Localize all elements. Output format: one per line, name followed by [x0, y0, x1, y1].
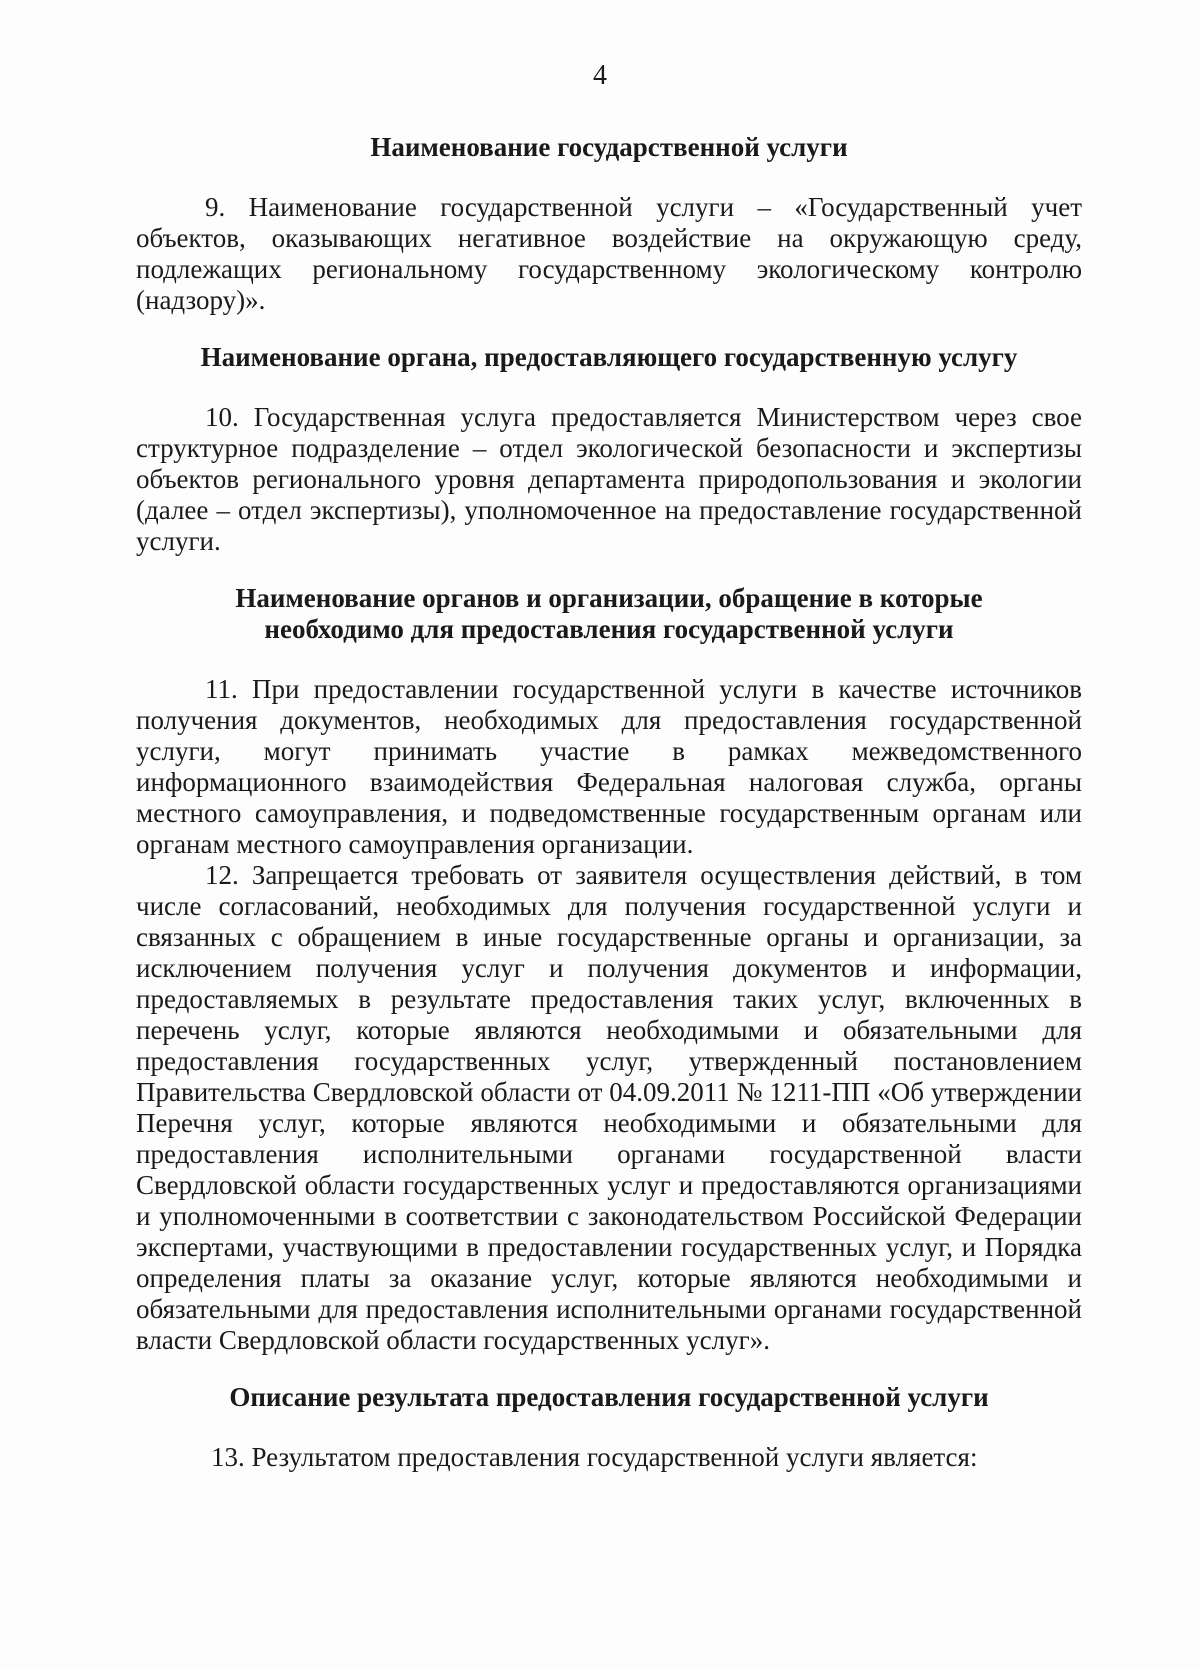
section-heading-service-name	[136, 132, 1082, 163]
paragraph-11: 11. При предоставлении государственной услуги в качестве источников получения документов, необходимых для предоставления государственной услуги, могут принимать участие в рамках межведомственного информационного взаимодействия Федеральная налоговая служба, органы местного самоуправления, и подведомственные государственным органам или органам местного самоуправления организации.	[136, 674, 1082, 859]
heading-line: Наименование органа, предоставляющего государственную услугу	[200, 342, 1018, 372]
spacer	[136, 1356, 1082, 1382]
section-heading-authority	[136, 342, 1082, 373]
heading-line: Описание результата предоставления государственной услуги	[229, 1382, 989, 1412]
section-heading-organizations	[136, 583, 1082, 645]
paragraph-13: 13. Результатом предоставления государственной услуги является:	[211, 1442, 978, 1472]
spacer	[136, 316, 1082, 342]
spacer	[136, 163, 1082, 192]
spacer	[136, 1413, 1082, 1442]
page-number: 4	[593, 60, 607, 91]
heading-line: необходимо для предоставления государственной услуги	[264, 614, 954, 644]
paragraph-10: 10. Государственная услуга предоставляется Министерством через свое структурное подразделение – отдел экологической безопасности и экспертизы объектов регионального уровня департамента природопользования и экологии (далее – отдел экспертизы), уполномоченное на предоставление государственной услуги.	[136, 402, 1082, 556]
spacer	[136, 645, 1082, 674]
document-body	[136, 132, 1082, 1473]
spacer	[136, 373, 1082, 402]
heading-line: Наименование государственной услуги	[370, 132, 848, 162]
section-heading-result	[136, 1382, 1082, 1413]
heading-line: Наименование органов и организации, обращение в которые	[235, 583, 983, 613]
paragraph-12: 12. Запрещается требовать от заявителя осуществления действий, в том числе согласований, необходимых для получения государственной услуги и связанных с обращением в иные государственные органы и организации, за исключением получения услуг и получения документов и информации, предоставляемых в результате предоставления таких услуг, включенных в перечень услуг, которые являются необходимыми и обязательными для предоставления государственных услуг, утвержденный постановлением Правительства Свердловской области от 04.09.2011 № 1211-ПП «Об утверждении Перечня услуг, которые являются необходимыми и обязательными для предоставления исполнительными органами государственной власти Свердловской области государственных услуг и предоставляются организациями и уполномоченными в соответствии с законодательством Российской Федерации экспертами, участвующими в предоставлении государственных услуг, и Порядка определения платы за оказание услуг, которые являются необходимыми и обязательными для предоставления исполнительными органами государственной власти Свердловской области государственных услуг».	[136, 860, 1082, 1355]
spacer	[136, 557, 1082, 583]
paragraph-9: 9. Наименование государственной услуги – «Государственный учет объектов, оказывающих негативное воздействие на окружающую среду, подлежащих региональному государственному экологическому контролю (надзору)».	[136, 192, 1082, 315]
